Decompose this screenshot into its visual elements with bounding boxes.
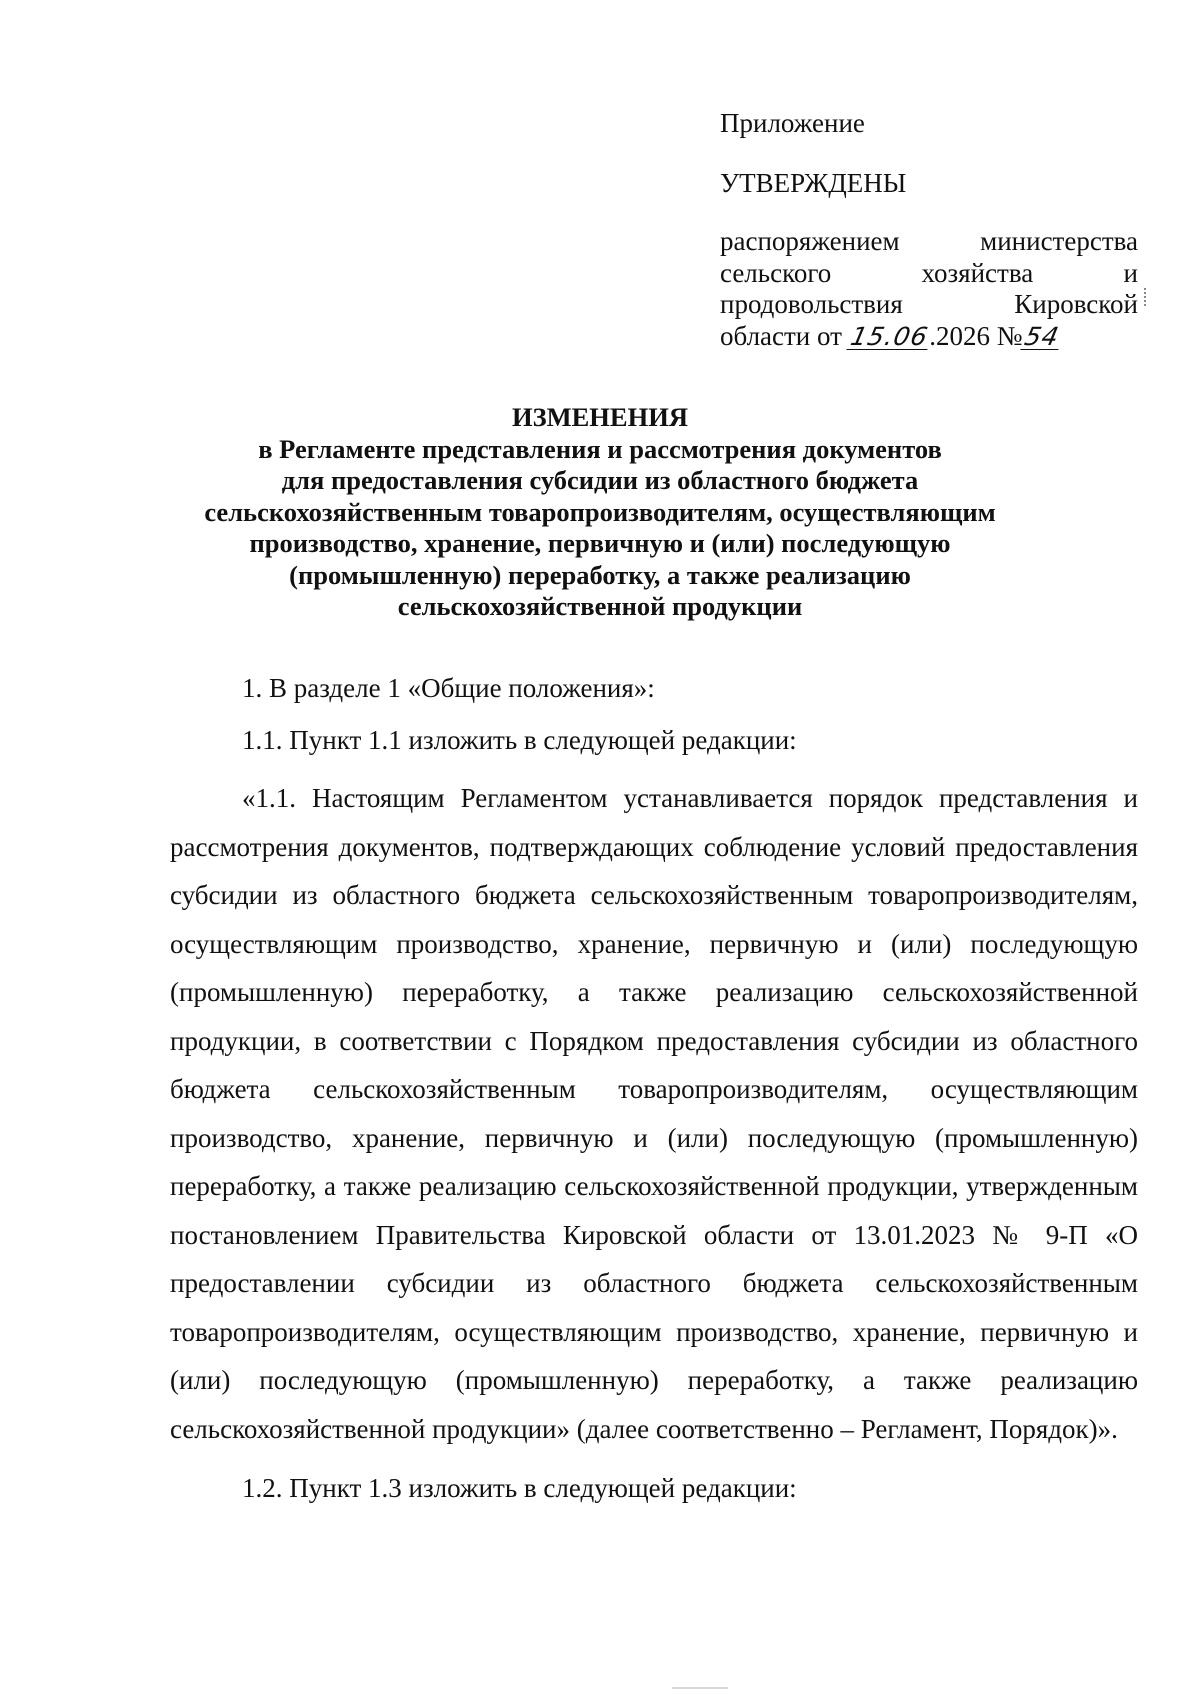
decree-line: сельского хозяйства и — [720, 257, 1138, 288]
section-item-1-2: 1.2. Пункт 1.3 изложить в следующей редакции: — [242, 1473, 797, 1503]
decree-date-line — [720, 321, 1138, 353]
title-line: для предоставления субсидии из областного бюджета — [281, 465, 919, 495]
scan-mark — [672, 1687, 728, 1689]
title-line: в Регламенте представления и рассмотрения документов — [258, 433, 942, 464]
approval-block — [720, 108, 1138, 352]
decree-line: распоряжением министерства — [720, 226, 1138, 256]
document-body — [170, 672, 1138, 1504]
decree-line: продовольствия Кировской — [720, 289, 1138, 319]
date-year: .2026 № — [929, 320, 1023, 351]
handwritten-date: 15.06 — [847, 321, 931, 351]
approved-label: УТВЕРЖДЕНЫ — [720, 167, 907, 198]
section-item-1-1: 1.1. Пункт 1.1 изложить в следующей редакции: — [242, 725, 797, 755]
date-prefix: области от — [720, 320, 842, 351]
section-item-1: 1. В разделе 1 «Общие положения»: — [242, 673, 655, 703]
section-item-1-1-text: «1.1. Настоящим Регламентом устанавливается порядок представления и рассмотрения документов, подтверждающих соблюдение условий предоставления субсидии из областного бюджета сельскохозяйственным товаропроизводителям, осуществляющим производство, хранение, первичную и (или) последующую (промышленную) переработку, а также реализацию сельскохозяйственной продукции, в соответствии с Порядком предоставления субсидии из областного бюджета сельскохозяйственным товаропроизводителям, осуществляющим производство, хранение, первичную и (или) последующую (промышленную) переработку, а также реализацию сельскохозяйственной продукции, утвержденным постановлением Правительства Кировской области от 13.01.2023 № 9-П «О предоставлении субсидии из областного бюджета сельскохозяйственным товаропроизводителям, осуществляющим производство, хранение, первичную и (или) последующую (промышленную) переработку, а также реализацию сельскохозяйственной продукции» (далее соответственно – Регламент, Порядок)». — [170, 783, 1138, 1444]
scan-mark — [1144, 288, 1146, 306]
appendix-label: Приложение — [720, 108, 865, 138]
document-title — [170, 402, 1030, 623]
handwritten-number: 54 — [1021, 321, 1062, 351]
title-line: сельскохозяйственной продукции — [397, 591, 803, 621]
title-line: (промышленную) переработку, а также реализацию — [289, 559, 911, 590]
title-line: производство, хранение, первичную и (или) последующую — [249, 528, 951, 558]
title-heading: ИЗМЕНЕНИЯ — [512, 402, 688, 432]
title-line: сельскохозяйственным товаропроизводителям, осуществляющим — [204, 496, 996, 527]
